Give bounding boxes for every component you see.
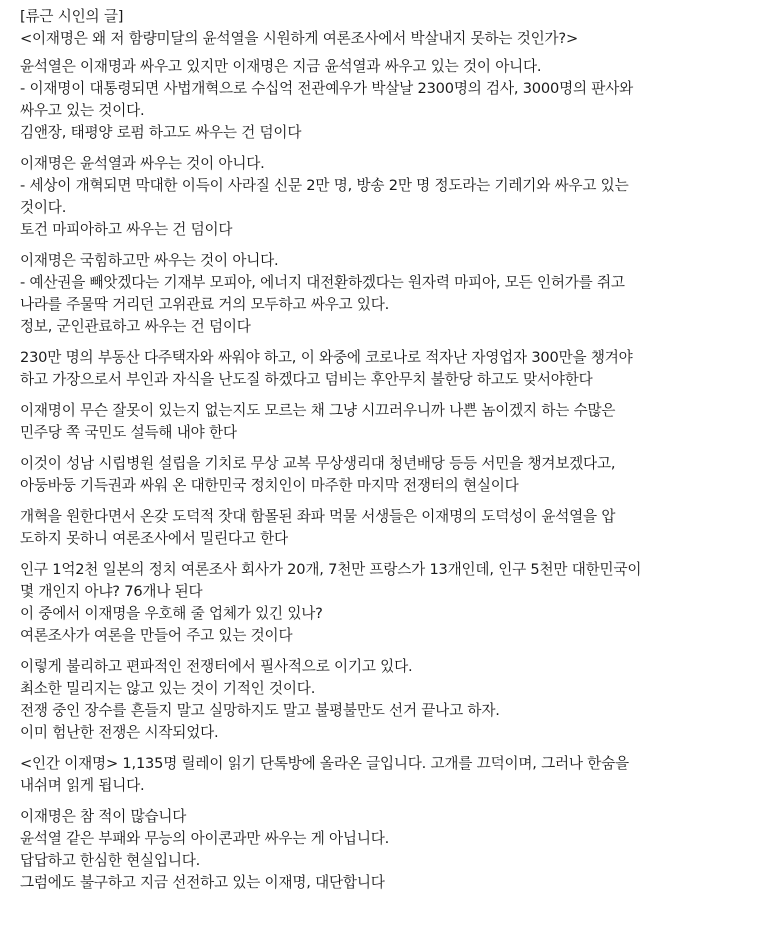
text-line: 인구 1억2천 일본의 정치 여론조사 회사가 20개, 7천만 프랑스가 13개인데, 인구 5천만 대한민국이 [20, 561, 642, 578]
paragraph [20, 453, 748, 497]
text-line: 내쉬며 읽게 됩니다. [20, 777, 145, 794]
paragraph [20, 656, 748, 744]
text-line: 이 중에서 이재명을 우호해 줄 업체가 있긴 있나? [20, 605, 323, 622]
text-line: 싸우고 있는 것이다. [20, 102, 145, 119]
text-line: 이렇게 불리하고 편파적인 전쟁터에서 필사적으로 이기고 있다. [20, 658, 413, 675]
text-line: 그럼에도 불구하고 지금 선전하고 있는 이재명, 대단합니다 [20, 874, 385, 891]
text-line: 이재명은 참 적이 많습니다 [20, 808, 187, 825]
text-line: 이것이 성남 시립병원 설립을 기치로 무상 교복 무상생리대 청년배당 등등 서민을 챙겨보겠다고, [20, 455, 616, 472]
post-title: <이재명은 왜 저 함량미달의 윤석열을 시원하게 여론조사에서 박살내지 못하는 것인가?> [20, 30, 578, 47]
text-line: - 이재명이 대통령되면 사법개혁으로 수십억 전관예우가 박살날 2300명의 검사, 3000명의 판사와 [20, 80, 633, 97]
text-line: <인간 이재명> 1,135명 릴레이 읽기 단톡방에 올라온 글입니다. 고개를 끄덕이며, 그러나 한숨을 [20, 755, 629, 772]
text-line: 최소한 밀리지는 않고 있는 것이 기적인 것이다. [20, 680, 316, 697]
paragraph [20, 347, 748, 391]
text-line: 김앤장, 태평양 로펌 하고도 싸우는 건 덤이다 [20, 124, 302, 141]
text-line: 개혁을 원한다면서 온갖 도덕적 잣대 함몰된 좌파 먹물 서생들은 이재명의 도덕성이 윤석열을 압 [20, 508, 616, 525]
text-line: - 예산권을 빼앗겠다는 기재부 모피아, 에너지 대전환하겠다는 원자력 마피아, 모든 인허가를 쥐고 [20, 274, 625, 291]
text-line: 도하지 못하니 여론조사에서 밀린다고 한다 [20, 530, 288, 547]
paragraph [20, 559, 748, 647]
text-line: - 세상이 개혁되면 막대한 이득이 사라질 신문 2만 명, 방송 2만 명 정도라는 기레기와 싸우고 있는 [20, 177, 629, 194]
paragraph [20, 400, 748, 444]
text-line: 정보, 군인관료하고 싸우는 건 덤이다 [20, 318, 251, 335]
text-line: 윤석열은 이재명과 싸우고 있지만 이재명은 지금 윤석열과 싸우고 있는 것이 아니다. [20, 58, 542, 75]
text-line: 답답하고 한심한 현실입니다. [20, 852, 201, 869]
text-line: 전쟁 중인 장수를 흔들지 말고 실망하지도 말고 불평불만도 선거 끝나고 하자. [20, 702, 500, 719]
author-tag: [류근 시인의 글] [20, 8, 124, 25]
paragraph [20, 506, 748, 550]
text-line: 것이다. [20, 199, 67, 216]
text-line: 이재명은 윤석열과 싸우는 것이 아니다. [20, 155, 265, 172]
text-line: 이재명은 국힘하고만 싸우는 것이 아니다. [20, 252, 279, 269]
paragraph [20, 56, 748, 144]
text-line: 민주당 쪽 국민도 설득해 내야 한다 [20, 424, 237, 441]
text-line: 하고 가장으로서 부인과 자식을 난도질 하겠다고 덤비는 후안무치 불한당 하고도 맞서야한다 [20, 371, 593, 388]
text-line: 몇 개인지 아냐? 76개나 된다 [20, 583, 203, 600]
text-line: 여론조사가 여론을 만들어 주고 있는 것이다 [20, 627, 293, 644]
text-line: 이미 험난한 전쟁은 시작되었다. [20, 724, 219, 741]
text-line: 아둥바둥 기득권과 싸워 온 대한민국 정치인이 마주한 마지막 전쟁터의 현실이다 [20, 477, 519, 494]
text-line: 토건 마피아하고 싸우는 건 덤이다 [20, 221, 233, 238]
post-paragraphs [20, 56, 748, 894]
post-header [20, 6, 748, 50]
paragraph [20, 806, 748, 894]
paragraph [20, 753, 748, 797]
paragraph [20, 250, 748, 338]
text-line: 윤석열 같은 부패와 무능의 아이콘과만 싸우는 게 아닙니다. [20, 830, 390, 847]
text-line: 나라를 주물딱 거리던 고위관료 거의 모두하고 싸우고 있다. [20, 296, 390, 313]
text-line: 이재명이 무슨 잘못이 있는지 없는지도 모르는 채 그냥 시끄러우니까 나쁜 놈이겠지 하는 수많은 [20, 402, 616, 419]
paragraph [20, 153, 748, 241]
text-line: 230만 명의 부동산 다주택자와 싸워야 하고, 이 와중에 코로나로 적자난 자영업자 300만을 챙겨야 [20, 349, 633, 366]
